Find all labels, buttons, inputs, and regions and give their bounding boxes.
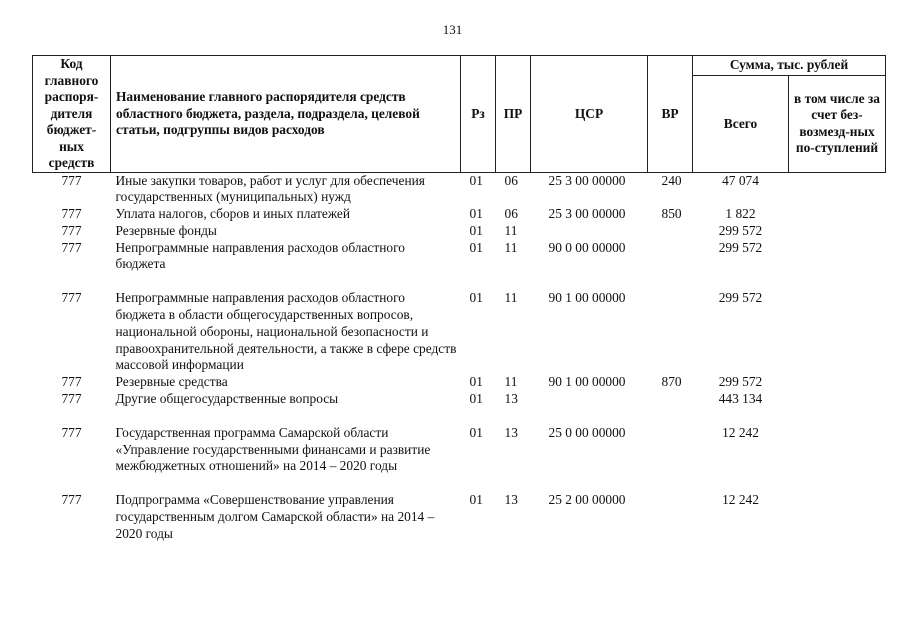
row-code: 777 [61,492,82,508]
row-rz: 01 [469,424,483,440]
row-including [789,240,886,291]
header-sum: Сумма, тыс. рублей [693,56,886,76]
row-vr [648,492,693,542]
row-code: 777 [61,374,82,390]
row-vr: 240 [661,172,682,188]
row-csr [531,391,648,425]
row-rz: 01 [469,374,483,390]
header-rz: Рз [461,56,496,173]
row-name: Другие общегосударственные вопросы [115,391,339,407]
table-row [33,374,886,391]
table-row [33,290,886,374]
row-pr: 11 [504,374,518,390]
table-row [33,172,886,206]
header-including: в том числе за счет без-возмезд-ных по-ступлений [789,76,886,173]
row-total: 47 074 [722,172,759,188]
header-vr: ВР [648,56,693,173]
row-vr [648,223,693,240]
row-csr: 25 2 00 00000 [548,492,626,508]
header-pr: ПР [496,56,531,173]
row-total: 299 572 [718,374,763,390]
row-including [789,374,886,391]
row-code: 777 [61,206,82,222]
table-row [33,425,886,492]
row-vr: 870 [661,374,682,390]
table-row [33,391,886,425]
row-pr: 06 [504,172,518,188]
row-total: 299 572 [718,239,763,255]
row-pr: 06 [504,206,518,222]
row-code: 777 [61,172,82,188]
row-csr: 25 3 00 00000 [548,206,626,222]
row-including [789,172,886,206]
row-total: 12 242 [722,492,759,508]
row-code: 777 [61,391,82,407]
row-code: 777 [61,290,82,306]
table-header [33,56,886,173]
row-name: Уплата налогов, сборов и иных платежей [115,206,351,222]
row-vr [648,391,693,425]
row-total: 12 242 [722,424,759,440]
row-including [789,223,886,240]
row-csr: 25 0 00 00000 [548,424,626,440]
row-including [789,492,886,542]
header-total: Всего [693,76,789,173]
row-total: 299 572 [718,222,763,238]
row-csr: 25 3 00 00000 [548,172,626,188]
row-csr [531,223,648,240]
row-name: Иные закупки товаров, работ и услуг для обеспечения государственных (муниципальных) нужд [115,172,425,205]
table-body [33,172,886,543]
row-rz: 01 [469,290,483,306]
row-pr: 13 [504,492,518,508]
row-pr: 11 [504,290,518,306]
row-code: 777 [61,239,82,255]
row-rz: 01 [469,391,483,407]
header-name: Наименование главного распорядителя средств областного бюджета, раздела, подраздела, целевой статьи, подгруппы видов расходов [111,56,461,173]
row-name: Непрограммные направления расходов областного бюджета в области общегосударственных вопросов, национальной обороны, национальной безопасности и правоохранительной деятельности, а также в сфере средств массовой информации [115,290,457,373]
row-including [789,391,886,425]
row-name: Резервные фонды [115,222,217,238]
page-number: 131 [442,22,463,37]
row-total: 443 134 [718,391,763,407]
row-including [789,290,886,374]
row-total: 1 822 [725,206,756,222]
table-row [33,206,886,223]
row-code: 777 [61,424,82,440]
row-rz: 01 [469,206,483,222]
row-name: Резервные средства [115,374,228,390]
row-rz: 01 [469,222,483,238]
row-including [789,425,886,492]
row-rz: 01 [469,172,483,188]
row-including [789,206,886,223]
row-csr: 90 1 00 00000 [548,374,626,390]
row-code: 777 [61,222,82,238]
row-vr: 850 [661,206,682,222]
row-total: 299 572 [718,290,763,306]
table-row [33,492,886,542]
row-rz: 01 [469,239,483,255]
table-row [33,223,886,240]
table-row [33,240,886,291]
row-rz: 01 [469,492,483,508]
row-pr: 11 [504,239,518,255]
header-code: Код главного распоря-дителя бюджет-ных средств [33,56,111,173]
row-name: Государственная программа Самарской области «Управление государственными финансами и развитие межбюджетных отношений» на 2014 – 2020 годы [115,424,431,474]
row-name: Подпрограмма «Совершенствование управления государственным долгом Самарской области» на 2014 – 2020 годы [115,492,435,541]
row-csr: 90 0 00 00000 [548,239,626,255]
row-pr: 11 [504,222,518,238]
header-csr: ЦСР [531,56,648,173]
row-name: Непрограммные направления расходов областного бюджета [115,239,405,272]
row-vr [648,425,693,492]
row-vr [648,240,693,291]
row-csr: 90 1 00 00000 [548,290,626,306]
row-vr [648,290,693,374]
budget-table [32,55,886,543]
row-pr: 13 [504,424,518,440]
row-pr: 13 [504,391,518,407]
